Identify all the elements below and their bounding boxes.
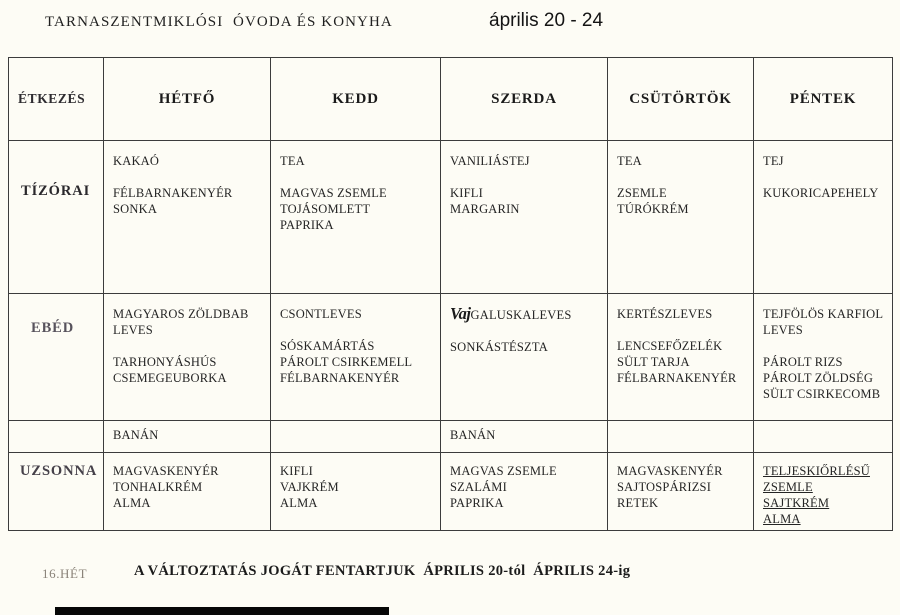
menu-item: PAPRIKA (450, 496, 504, 510)
menu-item (450, 306, 602, 323)
menu-item: CSEMEGEUBORKA (113, 371, 227, 385)
menu-cell-uzsonna-csutortok (608, 453, 754, 531)
menu-cell-ebed-kedd (271, 294, 441, 421)
menu-item: LEVES (763, 323, 803, 337)
row-label-tizorai: TÍZÓRAI (9, 141, 104, 294)
menu-cell-gyumolcs-csutortok (608, 421, 754, 453)
menu-item: SAJTKRÉM (763, 496, 830, 510)
menu-item: SZALÁMI (450, 480, 507, 494)
menu-table (8, 57, 893, 531)
menu-item: TOJÁSOMLETT (280, 202, 371, 216)
menu-cell-gyumolcs-label (9, 421, 104, 453)
menu-item: TEJFÖLÖS KARFIOL (763, 307, 884, 321)
menu-cell-tizorai-kedd (271, 141, 441, 294)
page-title: TARNASZENTMIKLÓSI ÓVODA ÉS KONYHA (45, 14, 393, 30)
menu-cell-tizorai-szerda (441, 141, 608, 294)
menu-item: KERTÉSZLEVES (617, 307, 713, 321)
menu-cell-gyumolcs-hetfo (104, 421, 271, 453)
menu-item: VANILIÁSTEJ (450, 154, 530, 168)
menu-item: PÁROLT ZÖLDSÉG (763, 371, 874, 385)
menu-cell-gyumolcs-szerda (441, 421, 608, 453)
menu-cell-tizorai-pentek (754, 141, 893, 294)
handwritten-note: Vaj (450, 304, 471, 323)
menu-cell-tizorai-csutortok (608, 141, 754, 294)
menu-cell-uzsonna-kedd (271, 453, 441, 531)
menu-item: FÉLBARNAKENYÉR (617, 371, 737, 385)
column-header-kedd: KEDD (271, 58, 441, 141)
menu-item: SONKÁSTÉSZTA (450, 340, 548, 354)
column-header-pentek: PÉNTEK (754, 58, 893, 141)
menu-cell-gyumolcs-pentek (754, 421, 893, 453)
menu-item: MAGVASKENYÉR (617, 464, 723, 478)
menu-item: KUKORICAPEHELY (763, 186, 879, 200)
menu-item: ALMA (280, 496, 318, 510)
column-header-etkezes: ÉTKEZÉS (9, 58, 104, 141)
menu-item: BANÁN (113, 428, 159, 442)
menu-item: SÓSKAMÁRTÁS (280, 339, 375, 353)
date-range: április 20 - 24 (489, 10, 604, 31)
menu-item: ALMA (763, 512, 801, 526)
menu-item: TEA (617, 154, 642, 168)
menu-item: TEJ (763, 154, 784, 168)
menu-item: MAGVASKENYÉR (113, 464, 219, 478)
menu-item: LENCSEFŐZELÉK (617, 339, 723, 353)
menu-item: PAPRIKA (280, 218, 334, 232)
menu-item: CSONTLEVES (280, 307, 362, 321)
menu-item: KIFLI (280, 464, 313, 478)
menu-item: ALMA (113, 496, 151, 510)
menu-item: PÁROLT CSIRKEMELL (280, 355, 413, 369)
column-header-csutortok: CSÜTÖRTÖK (608, 58, 754, 141)
menu-cell-uzsonna-hetfo (104, 453, 271, 531)
menu-item: TELJESKIŐRLÉSŰ (763, 464, 870, 478)
menu-item: SÜLT CSIRKECOMB (763, 387, 881, 401)
menu-cell-tizorai-hetfo (104, 141, 271, 294)
menu-item: MARGARIN (450, 202, 520, 216)
column-header-szerda: SZERDA (441, 58, 608, 141)
scan-artifact-bar (55, 607, 389, 615)
row-label-uzsonna: UZSONNA (9, 453, 104, 531)
menu-item: TARHONYÁSHÚS (113, 355, 217, 369)
menu-item: KAKAÓ (113, 154, 160, 168)
menu-cell-ebed-csutortok (608, 294, 754, 421)
menu-cell-ebed-hetfo (104, 294, 271, 421)
menu-item: TÚRÓKRÉM (617, 202, 689, 216)
menu-item: BANÁN (450, 428, 496, 442)
row-label-ebed: EBÉD (9, 294, 104, 421)
menu-item: SÜLT TARJA (617, 355, 690, 369)
menu-item: RETEK (617, 496, 659, 510)
menu-item: GALUSKALEVES (470, 308, 572, 322)
change-notice: A VÁLTOZTATÁS JOGÁT FENTARTJUK ÁPRILIS 20-tól ÁPRILIS 24-ig (134, 563, 631, 579)
menu-item: MAGVAS ZSEMLE (280, 186, 387, 200)
menu-item: PÁROLT RIZS (763, 355, 843, 369)
menu-item: TONHALKRÉM (113, 480, 203, 494)
menu-cell-uzsonna-szerda (441, 453, 608, 531)
menu-item: SONKA (113, 202, 158, 216)
menu-item: ZSEMLE (617, 186, 667, 200)
menu-item: ZSEMLE (763, 480, 813, 494)
menu-cell-ebed-pentek (754, 294, 893, 421)
menu-item: FÉLBARNAKENYÉR (280, 371, 400, 385)
menu-item: MAGVAS ZSEMLE (450, 464, 557, 478)
menu-item: KIFLI (450, 186, 483, 200)
column-header-hetfo: HÉTFŐ (104, 58, 271, 141)
menu-item: LEVES (113, 323, 153, 337)
menu-item: VAJKRÉM (280, 480, 339, 494)
menu-item: FÉLBARNAKENYÉR (113, 186, 233, 200)
menu-cell-uzsonna-pentek (754, 453, 893, 531)
menu-item: SAJTOSPÁRIZSI (617, 480, 712, 494)
menu-item: MAGYAROS ZÖLDBAB (113, 307, 249, 321)
menu-item: TEA (280, 154, 305, 168)
menu-cell-gyumolcs-kedd (271, 421, 441, 453)
menu-cell-ebed-szerda (441, 294, 608, 421)
week-number-label: 16.HÉT (42, 566, 88, 581)
